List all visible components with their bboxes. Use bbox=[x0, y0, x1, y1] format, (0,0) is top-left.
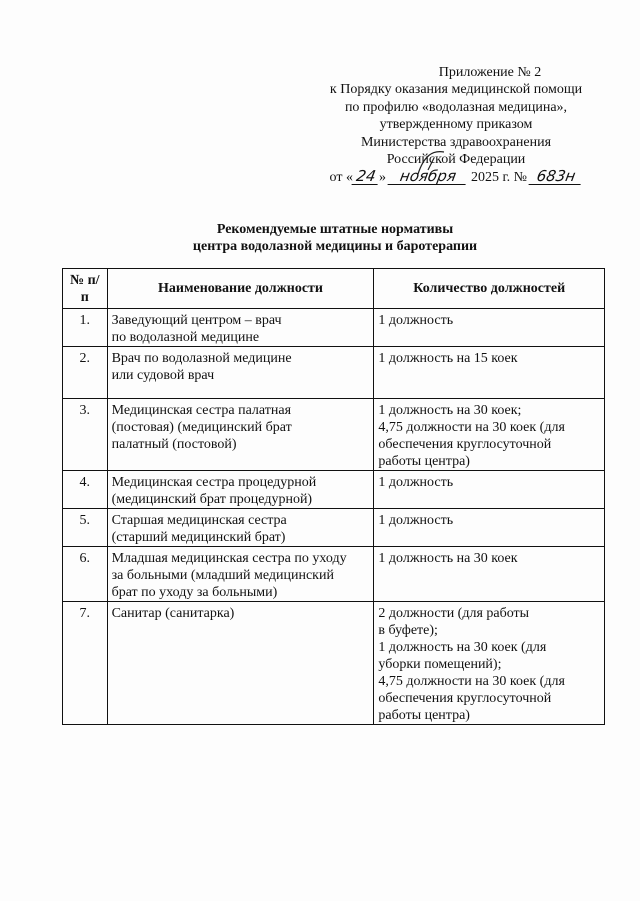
quantity-cell bbox=[374, 547, 605, 602]
order-number-handwritten: 683н bbox=[529, 168, 584, 185]
position-text-line: Медицинская сестра процедурной bbox=[111, 475, 317, 490]
document-title bbox=[0, 221, 640, 255]
table-header-row bbox=[63, 269, 605, 309]
signature-stroke-mark bbox=[414, 148, 448, 178]
staffing-table bbox=[62, 268, 605, 725]
date-month-handwritten: ноября bbox=[388, 168, 469, 185]
order-date-line bbox=[300, 168, 612, 186]
appendix-line: Министерства здравоохранения bbox=[360, 134, 552, 150]
row-number: 3. bbox=[63, 399, 108, 471]
quantity-text-line: 1 должность bbox=[378, 313, 454, 328]
quantity-text-line: обеспечения круглосуточной bbox=[378, 437, 552, 452]
table-row bbox=[63, 399, 605, 471]
position-text-line: за больными (младший медицинский bbox=[111, 568, 334, 583]
appendix-line: Приложение № 2 bbox=[438, 65, 542, 80]
table-row bbox=[63, 471, 605, 509]
header-quantity: Количество должностей bbox=[374, 269, 605, 309]
position-text-line: (постовая) (медицинский брат bbox=[111, 420, 292, 435]
quantity-text-line: 1 должность bbox=[378, 513, 454, 528]
position-text-line: брат по уходу за больными) bbox=[111, 585, 278, 600]
quantity-text-line: в буфете); bbox=[378, 623, 438, 638]
quantity-text-line: 1 должность на 30 коек bbox=[378, 551, 518, 566]
appendix-header bbox=[300, 64, 612, 187]
appendix-line: по профилю «водолазная медицина», bbox=[344, 99, 568, 115]
table-row bbox=[63, 309, 605, 347]
appendix-line: к Порядку оказания медицинской помощи bbox=[329, 82, 583, 98]
row-number: 4. bbox=[63, 471, 108, 509]
date-mid: » bbox=[378, 170, 386, 186]
table-body bbox=[63, 309, 605, 725]
quantity-text-line: 1 должность на 30 коек (для bbox=[378, 640, 547, 655]
quantity-cell bbox=[374, 602, 605, 725]
appendix-line: утвержденному приказом bbox=[379, 117, 533, 133]
quantity-cell bbox=[374, 399, 605, 471]
row-number: 5. bbox=[63, 509, 108, 547]
position-text-line: (старший медицинский брат) bbox=[111, 530, 286, 545]
position-cell bbox=[107, 509, 374, 547]
quantity-text-line: 1 должность на 15 коек bbox=[378, 351, 518, 366]
quantity-text-line: 1 должность на 30 коек; bbox=[378, 403, 522, 418]
position-cell bbox=[107, 547, 374, 602]
quantity-text-line: работы центра) bbox=[378, 454, 470, 469]
position-text-line: Врач по водолазной медицине bbox=[111, 351, 292, 366]
position-text-line: по водолазной медицине bbox=[111, 330, 260, 345]
quantity-text-line: 1 должность bbox=[378, 475, 454, 490]
quantity-text-line: 2 должности (для работы bbox=[378, 606, 530, 621]
table-row bbox=[63, 547, 605, 602]
row-number: 2. bbox=[63, 347, 108, 399]
quantity-text-line: 4,75 должности на 30 коек (для bbox=[378, 420, 565, 435]
row-number: 6. bbox=[63, 547, 108, 602]
quantity-text-line: работы центра) bbox=[378, 708, 470, 723]
quantity-text-line: 4,75 должности на 30 коек (для bbox=[378, 674, 565, 689]
title-line-1: Рекомендуемые штатные нормативы bbox=[216, 222, 454, 237]
position-cell bbox=[107, 309, 374, 347]
position-text-line: Заведующий центром – врач bbox=[111, 313, 282, 328]
row-number: 1. bbox=[63, 309, 108, 347]
position-text-line: или судовой врач bbox=[111, 368, 215, 383]
position-text-line: Медицинская сестра палатная bbox=[111, 403, 292, 418]
row-number: 7. bbox=[63, 602, 108, 725]
table-row bbox=[63, 509, 605, 547]
date-year: 2025 г. № bbox=[470, 170, 527, 186]
position-text-line: Старшая медицинская сестра bbox=[111, 513, 287, 528]
position-cell bbox=[107, 347, 374, 399]
appendix-line: Российской Федерации bbox=[386, 152, 526, 168]
position-text-line: палатный (постовой) bbox=[111, 437, 237, 452]
title-line-2: центра водолазной медицины и баротерапии bbox=[192, 239, 478, 254]
quantity-cell bbox=[374, 347, 605, 399]
table-row bbox=[63, 347, 605, 399]
position-cell bbox=[107, 471, 374, 509]
table-row bbox=[63, 602, 605, 725]
header-num: № п/п bbox=[63, 269, 108, 309]
date-prefix: от « bbox=[329, 170, 353, 186]
position-cell bbox=[107, 399, 374, 471]
position-text-line: Санитар (санитарка) bbox=[111, 606, 235, 621]
quantity-text-line: обеспечения круглосуточной bbox=[378, 691, 552, 706]
position-cell bbox=[107, 602, 374, 725]
date-day-handwritten: 24 bbox=[351, 168, 380, 185]
quantity-cell bbox=[374, 509, 605, 547]
quantity-cell bbox=[374, 309, 605, 347]
position-text-line: Младшая медицинская сестра по уходу bbox=[111, 551, 347, 566]
quantity-cell bbox=[374, 471, 605, 509]
header-position: Наименование должности bbox=[107, 269, 374, 309]
position-text-line: (медицинский брат процедурной) bbox=[111, 492, 313, 507]
quantity-text-line: уборки помещений); bbox=[378, 657, 502, 672]
